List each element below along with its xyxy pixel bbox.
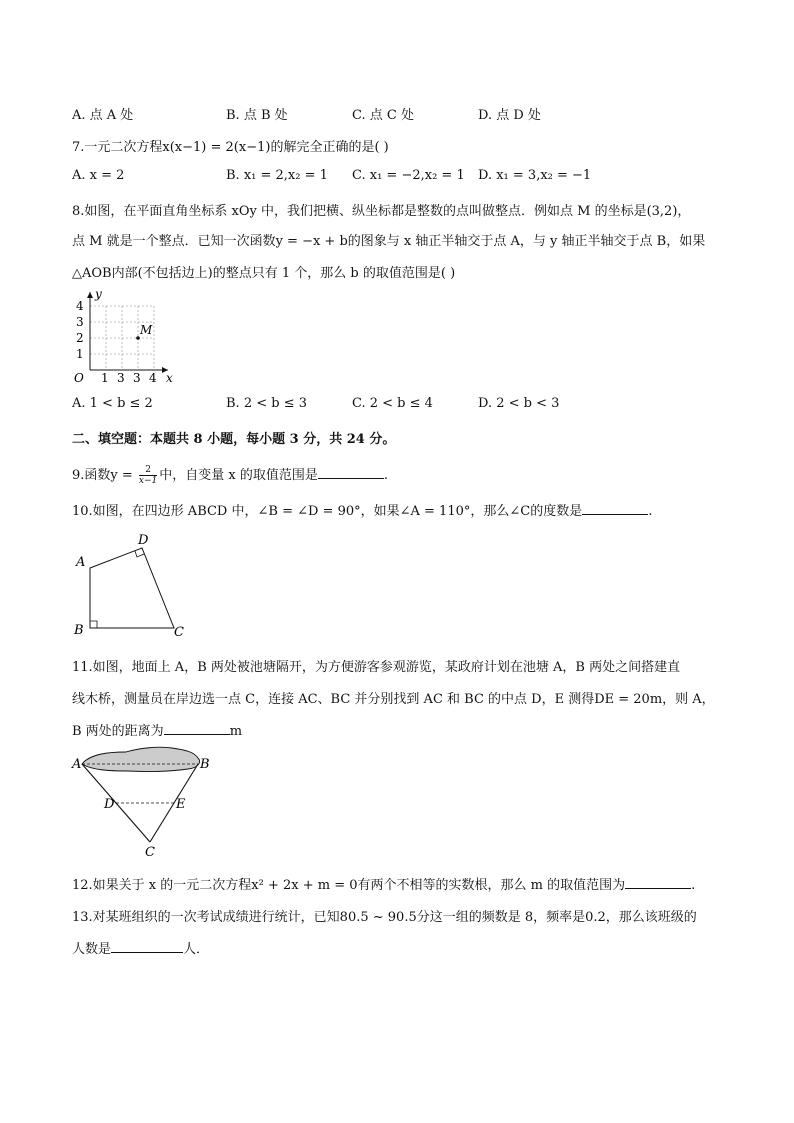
q13-line-2-suffix: 人．: [183, 942, 210, 957]
q10-right-angle-d: [135, 551, 144, 557]
q11-line-1: 11.如图，地面上 A，B 两处被池塘隔开，为方便游客参观游览，某政府计划在池塘 A，B 两处之间搭建直: [72, 660, 681, 675]
q9-fraction-numerator: 2: [139, 465, 157, 476]
q12-text: 12.如果关于 x 的一元二次方程x² + 2x + m = 0有两个不相等的实数根，那么 m 的取值范围为: [72, 878, 626, 893]
q11-label-b: B: [200, 757, 210, 772]
q9-fraction-denominator: x−1: [138, 476, 158, 486]
q13-line-2: [72, 938, 209, 957]
q11-label-d: D: [104, 797, 115, 812]
q11-answer-blank[interactable]: [164, 722, 230, 735]
q8-y-tick: 1: [76, 347, 84, 361]
q8-line-1: 8.如图，在平面直角坐标系 xOy 中，我们把横、纵坐标都是整数的点叫做整点．例如点 M 的坐标是(3,2)，: [72, 204, 691, 219]
q8-coordinate-figure: [70, 286, 180, 386]
section-heading: 二、填空题：本题共 8 小题，每小题 3 分，共 24 分。: [72, 432, 396, 447]
q7-stem: 7.一元二次方程x(x−1) = 2(x−1)的解完全正确的是( ): [72, 140, 389, 155]
q13-line-1: 13.对某班组织的一次考试成绩进行统计，已知80.5 ~ 90.5分这一组的频数是 8，频率是0.2，那么该班级的: [72, 910, 697, 925]
q10-text: 10.如图，在四边形 ABCD 中，∠B = ∠D = 90°，如果∠A = 110°，那么∠C的度数是: [72, 504, 583, 519]
q8-option-a: A. 1 < b ≤ 2: [72, 396, 153, 411]
q11-label-a: A: [72, 757, 82, 772]
q9-fraction: [139, 465, 157, 486]
q9-end: .: [383, 468, 388, 483]
q8-point-m-label: M: [140, 323, 153, 337]
q9: [72, 464, 388, 486]
q8-option-b: B. 2 < b ≤ 3: [226, 396, 307, 411]
q8-grid: [90, 306, 154, 370]
q8-y-tick: 2: [76, 331, 84, 345]
q10-quadrilateral-figure: [70, 528, 200, 644]
q10-answer-blank[interactable]: [582, 502, 648, 515]
q7-option-a: A. x = 2: [72, 168, 125, 183]
q8-y-arrow: [87, 292, 93, 298]
q10-label-d: D: [138, 533, 149, 548]
q10-label-a: A: [76, 555, 86, 570]
q6-option-a: A. 点 A 处: [72, 108, 134, 123]
q11-pond-figure: [68, 742, 218, 862]
q11-line-2: 线木桥，测量员在岸边选一点 C，连接 AC、BC 并分别找到 AC 和 BC 的中点 D，E 测得DE = 20m，则 A，: [72, 692, 715, 707]
q8-line-3: △AOB内部(不包括边上)的整点只有 1 个，那么 b 的取值范围是( ): [72, 266, 456, 281]
q8-option-d: D. 2 < b < 3: [478, 396, 560, 411]
q7-option-b: B. x₁ = 2,x₂ = 1: [226, 168, 328, 183]
q9-suffix: 中，自变量 x 的取值范围是: [159, 468, 318, 483]
q7-option-d: D. x₁ = 3,x₂ = −1: [478, 168, 592, 183]
q12-answer-blank[interactable]: [625, 876, 691, 889]
q11-line-3: [72, 720, 242, 739]
q8-line-2: 点 M 就是一个整点．已知一次函数y = −x + b的图象与 x 轴正半轴交于点 A，与 y 轴正半轴交于点 B，如果: [72, 234, 706, 249]
q9-prefix: 9.函数y =: [72, 468, 137, 483]
q8-y-tick: 3: [76, 315, 84, 329]
q11-pond: [82, 747, 200, 771]
q10-end: .: [648, 504, 653, 519]
q8-x-tick: 1: [101, 371, 109, 385]
q13-line-2-prefix: 人数是: [72, 942, 112, 957]
q8-x-tick: 3: [117, 371, 125, 385]
q8-origin-label: O: [74, 371, 84, 385]
q8-x-label: x: [166, 371, 173, 385]
q8-x-tick: 4: [149, 371, 157, 385]
q8-y-label: y: [95, 287, 102, 301]
q6-option-b: B. 点 B 处: [226, 108, 288, 123]
q8-x-tick: 3: [133, 371, 141, 385]
q11-label-e: E: [176, 797, 186, 812]
q12-end: .: [691, 878, 696, 893]
q11-line-3-prefix: B 两处的距离为: [72, 724, 164, 739]
q12: [72, 874, 695, 893]
q6-option-d: D. 点 D 处: [478, 108, 541, 123]
q10-label-b: B: [74, 623, 84, 638]
q13-answer-blank[interactable]: [111, 940, 183, 953]
q10-label-c: C: [174, 625, 184, 640]
q8-y-tick: 4: [76, 299, 84, 313]
q8-option-c: C. 2 < b ≤ 4: [352, 396, 433, 411]
q10-quadrilateral: [90, 548, 174, 628]
q11-line-3-suffix: m: [229, 724, 243, 739]
q6-option-c: C. 点 C 处: [352, 108, 414, 123]
q10: [72, 500, 652, 519]
q11-label-c: C: [145, 845, 155, 860]
q7-option-c: C. x₁ = −2,x₂ = 1: [352, 168, 465, 183]
q10-right-angle-b: [90, 621, 97, 628]
q9-answer-blank[interactable]: [318, 466, 384, 479]
